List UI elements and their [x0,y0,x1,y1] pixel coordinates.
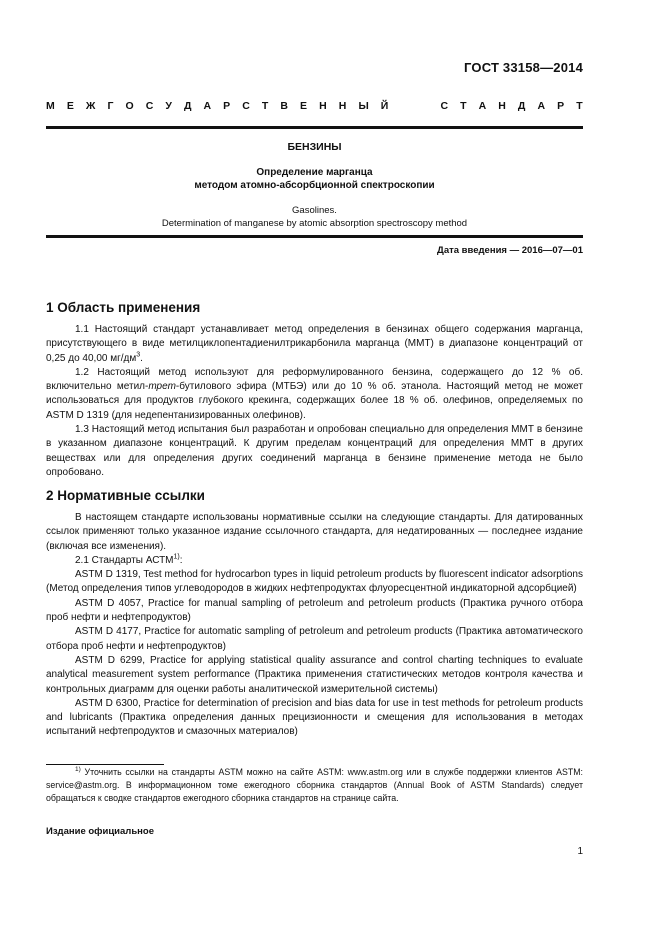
banner-letter: Н [338,100,347,112]
document-subtitle [46,166,583,192]
banner-letter: С [242,100,250,112]
banner-letter: Ы [358,100,369,112]
banner-letter: Р [223,100,231,112]
banner-letter: Т [460,100,467,112]
footnote-marker: 1) [173,553,180,561]
section-heading: 1 Область применения [46,300,201,315]
footnote-rule [46,764,164,765]
banner-letter: Г [107,100,114,112]
banner-letter: Й [380,100,389,112]
banner-letter: Д [517,100,526,112]
top-rule [46,126,583,129]
paragraph-text: -бутилового эфира (МТБЭ) или до 10 % об. этанола. Настоящий метод не может использоваться для продуктов глубокого крекинга, содержащих более 18 % об. олефинов, определяемых по ASTM D 1319 (для недепентанизированных олефинов). [46,381,583,421]
subheading-text: 2.1 Стандарты АСТМ [75,554,174,566]
paragraph-text: 1.1 Настоящий стандарт устанавливает метод определения в бензинах общего содержания марганца, присутствующего в виде метилциклопентадиенилтрикарбонила марганца (ММТ) в диапазоне концентраций от 0,25 до 40,00 мг/дм [46,324,583,364]
section-normative-references [46,488,583,740]
footnote-text [46,766,583,804]
banner-letter: А [478,100,487,112]
superscript: 3 [136,351,141,359]
subheading-text: : [179,554,183,566]
paragraph-text: . [140,352,143,364]
banner-letter: С [145,100,154,112]
banner-letter: У [165,100,172,112]
banner-letter: Е [300,100,308,112]
introduction-date: Дата введения — 2016—07—01 [437,245,583,256]
subtitle-line: методом атомно-абсорбционной спектроскопии [194,180,435,191]
english-title [46,204,583,230]
paragraph-1-3: 1.3 Настоящий метод испытания был разработан и опробован специально для определения ММТ в бензине в указанном диапазоне концентраций. К другим пределам концентраций для определения ММТ в других веществах или для определения других соединений марганца в бензине применение метода не было опробовано. [46,424,583,478]
reference-item: ASTM D 4177, Practice for automatic sampling of petroleum and petroleum products (Практика автоматического отбора проб нефти и нефтепродуктов) [46,626,583,652]
banner-letter: Р [557,100,565,112]
section-heading: 2 Нормативные ссылки [46,488,205,503]
reference-item: ASTM D 4057, Practice for manual sampling of petroleum and petroleum products (Практика ручного отбора проб нефти и нефтепродуктов) [46,597,583,624]
banner-letter: Т [576,100,583,112]
page-number: 1 [577,846,583,857]
banner-letter: Н [319,100,327,112]
footnote-body: Уточнить ссылки на стандарты ASTM можно на сайте ASTM: www.astm.org или в службе поддержки клиентов ASTM: service@astm.org. В информационном томе ежегодного сборника стандартов (Annual Book of ASTM Standards) следует обращаться к сводке стандартов ежегодного сборника стандартов на странице сайта. [46,767,583,803]
banner-letter: А [537,100,546,112]
official-edition-label: Издание официальное [46,826,154,837]
banner-gap [400,100,428,112]
english-title-line: Determination of manganese by atomic absorption spectroscopy method [161,218,468,229]
interstate-standard-banner [46,100,583,112]
references-intro: В настоящем стандарте использованы нормативные ссылки на следующие стандарты. Для датированных ссылок применяют только указанное издание ссылочного стандарта, для недатированных — последнее издание (включая все изменения). [46,512,583,552]
banner-letter: Т [261,100,269,112]
paragraph-1-1 [46,323,583,366]
astm-subheading [46,554,583,568]
document-title: БЕНЗИНЫ [287,141,342,153]
section-scope [46,300,583,480]
reference-item: ASTM D 6300, Practice for determination of precision and bias data for use in test methods for petroleum products and lubricants (Практика определения данных прецизионности и смещения для использования в методах испытаний нефтепродуктов и смазочных материалов) [46,697,583,738]
banner-letter: М [46,100,55,112]
banner-letter: Е [66,100,74,112]
banner-letter: С [440,100,449,112]
section-body [46,511,583,740]
footnote-marker: 1) [75,766,81,774]
reference-item: ASTM D 1319, Test method for hydrocarbon types in liquid petroleum products by fluorescent indicator adsorptions (Метод определения типов углеводородов в жидких нефтепродуктах флуоресцентной индикаторной адсорбцией) [46,569,583,595]
english-title-line: Gasolines. [292,205,337,216]
paragraph-text: 1.2 Настоящий метод используют для реформулированного бензина, содержащего до 12 % об. включительно метил- [46,366,583,393]
footnote [46,766,583,804]
italic-text: трет [148,381,176,393]
banner-letter: Д [183,100,192,112]
banner-letter: А [203,100,212,112]
reference-item: ASTM D 6299, Practice for applying statistical quality assurance and control charting techniques to evaluate analytical measurement system performance (Практика применения статистических методов контроля качества и контрольных диаграмм для оценки работы аналитической измерительной системы) [46,654,583,695]
section-body [46,323,583,480]
banner-letter: В [280,100,288,112]
document-code: ГОСТ 33158—2014 [464,60,583,75]
banner-letter: Ж [85,100,96,112]
title-bottom-rule [46,235,583,238]
banner-letter: О [125,100,134,112]
banner-letter: Н [498,100,506,112]
paragraph-1-2 [46,366,583,423]
subtitle-line: Определение марганца [256,167,373,178]
